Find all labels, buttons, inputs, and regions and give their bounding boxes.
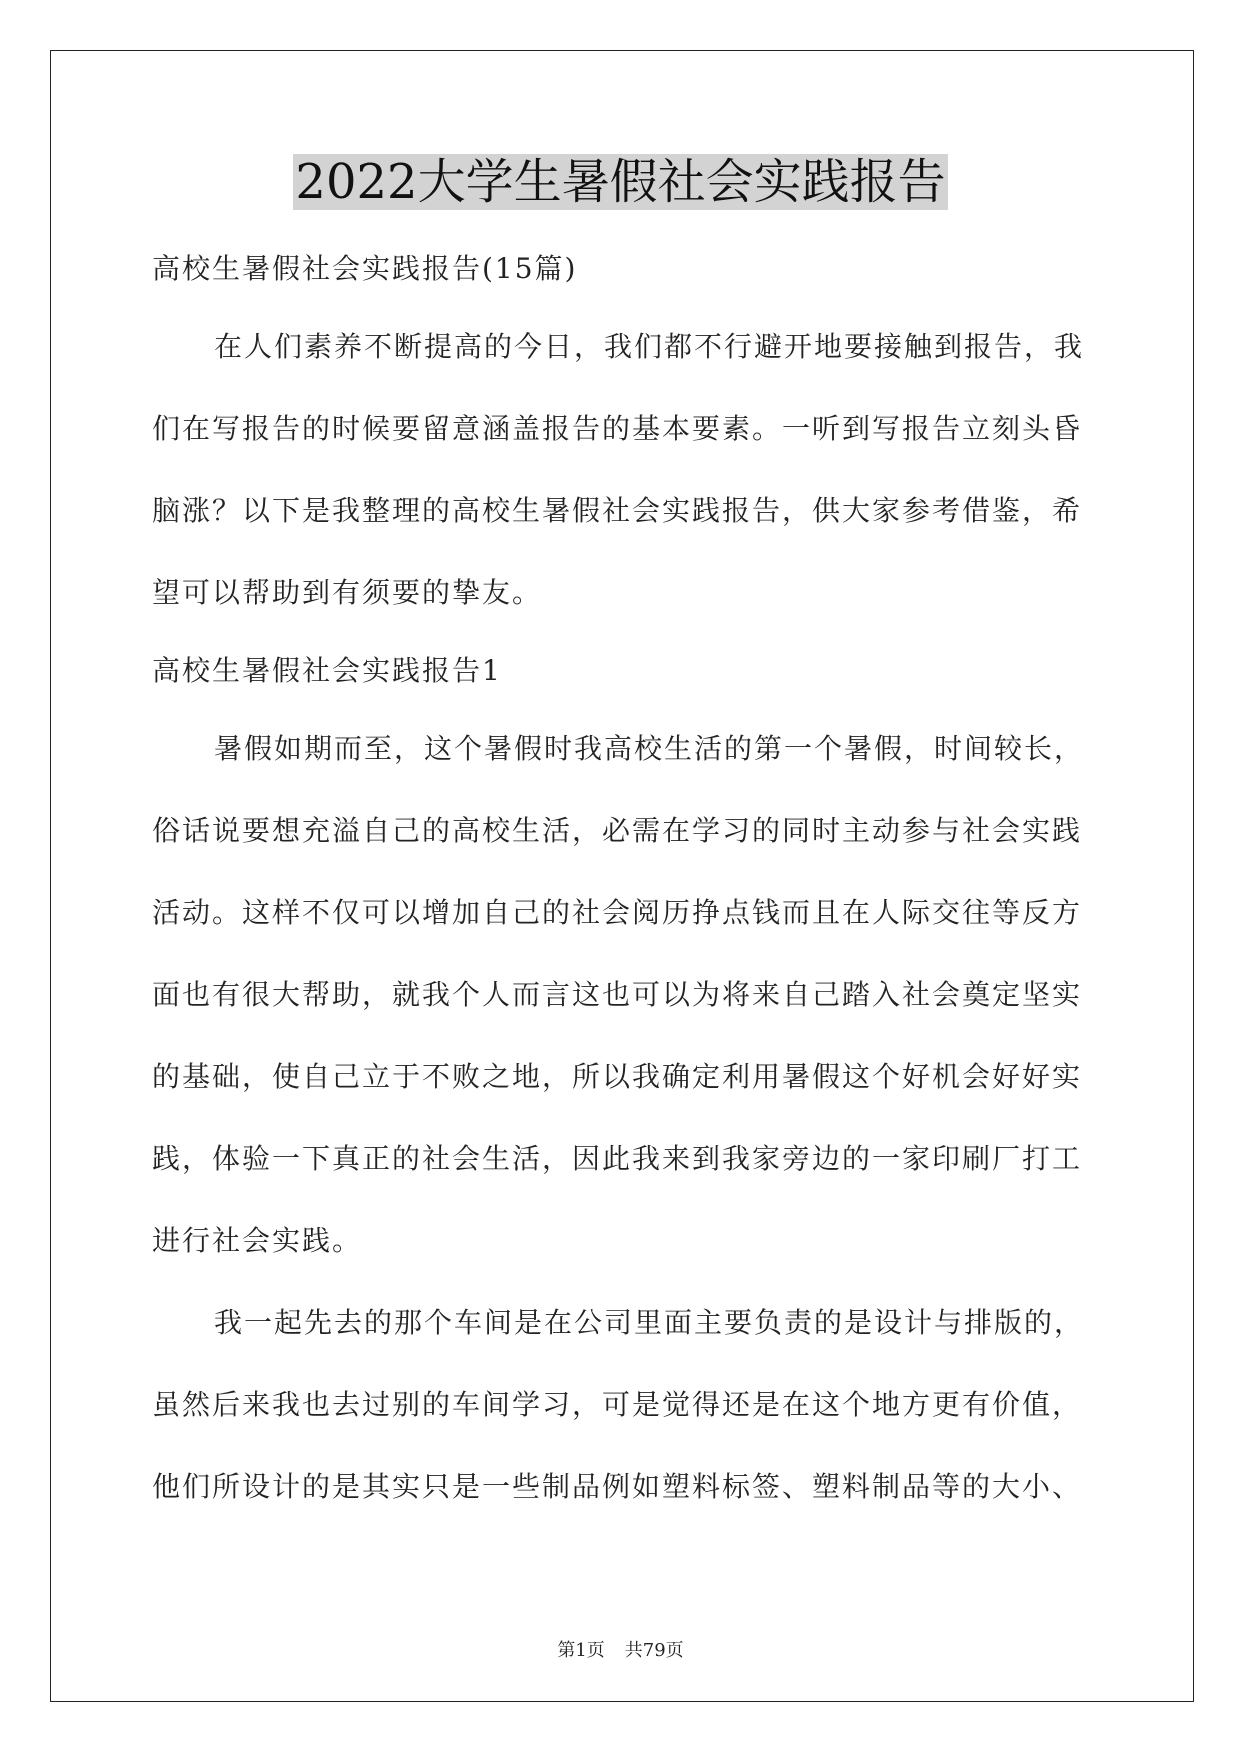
body-paragraph: 我一起先去的那个车间是在公司里面主要负责的是设计与排版的，虽然后来我也去过别的车间学习，可是觉得还是在这个地方更有价值，他们所设计的是其实只是一些制品例如塑料标签、塑料制品等的大小、 bbox=[152, 1306, 1085, 1503]
intro-paragraph: 在人们素养不断提高的今日，我们都不行避开地要接触到报告，我们在写报告的时候要留意涵盖报告的基本要素。一听到写报告立刻头昏脑涨？以下是我整理的高校生暑假社会实践报告，供大家参考借鉴，希望可以帮助到有须要的挚友。 bbox=[152, 330, 1085, 609]
section-heading: 高校生暑假社会实践报告1 bbox=[152, 654, 502, 687]
title-highlight: 2022大学生暑假社会实践报告 bbox=[295, 154, 946, 210]
document-title bbox=[0, 150, 1241, 214]
subtitle-paragraph: 高校生暑假社会实践报告(15篇) bbox=[152, 252, 578, 285]
page-footer bbox=[0, 1636, 1241, 1666]
page-number: 第1页 bbox=[557, 1640, 605, 1661]
page-total: 共79页 bbox=[624, 1640, 684, 1661]
document-body bbox=[152, 232, 1092, 1528]
body-paragraph: 暑假如期而至，这个暑假时我高校生活的第一个暑假，时间较长，俗话说要想充溢自己的高校生活，必需在学习的同时主动参与社会实践活动。这样不仅可以增加自己的社会阅历挣点钱而且在人际交往等反方面也有很大帮助，就我个人而言这也可以为将来自己踏入社会奠定坚实的基础，使自己立于不败之地，所以我确定利用暑假这个好机会好好实践，体验一下真正的社会生活，因此我来到我家旁边的一家印刷厂打工进行社会实践。 bbox=[152, 732, 1085, 1257]
